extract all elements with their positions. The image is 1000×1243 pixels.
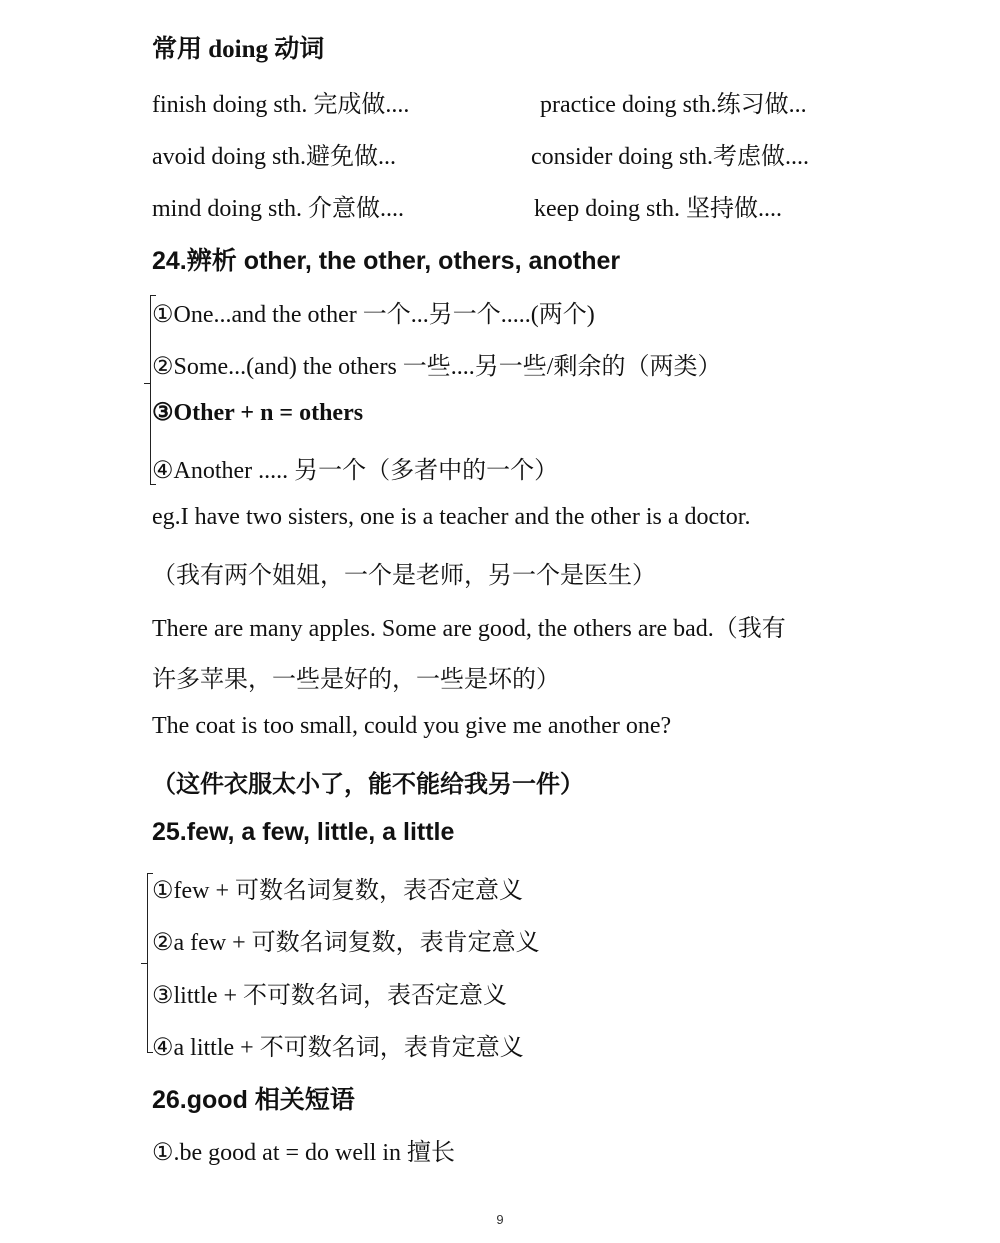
- section-24-item-2: ②Some...(and) the others 一些....另一些/剩余的（两类）: [152, 354, 722, 380]
- section-24-example-1-translation: （我有两个姐姐，一个是老师，另一个是医生）: [152, 563, 656, 589]
- doing-row-2-left: avoid doing sth.避免做...: [152, 144, 396, 170]
- section-24-example-3-translation: （这件衣服太小了，能不能给我另一件）: [152, 772, 584, 798]
- section-24-item-3: ③Other + n = others: [152, 400, 364, 426]
- page-number: 9: [496, 1212, 504, 1227]
- section-24-example-2: There are many apples. Some are good, the others are bad.（我有: [152, 616, 786, 642]
- section-24-example-2-translation: 许多苹果，一些是好的，一些是坏的）: [152, 667, 560, 693]
- section-24-title: 24.辨析 other, the other, others, another: [152, 247, 621, 275]
- section-25-item-3: ③little + 不可数名词，表否定意义: [152, 983, 508, 1009]
- doing-section-title: 常用 doing 动词: [152, 36, 325, 63]
- doing-row-1-left: finish doing sth. 完成做....: [152, 92, 410, 118]
- section-25-item-1: ①few + 可数名词复数，表否定意义: [152, 878, 524, 904]
- doing-row-3-left: mind doing sth. 介意做....: [152, 196, 405, 222]
- section-24-example-3: The coat is too small, could you give me another one?: [152, 713, 672, 739]
- section-26-title: 26.good 相关短语: [152, 1086, 355, 1114]
- section-24-example-1: eg.I have two sisters, one is a teacher and the other is a doctor.: [152, 504, 751, 530]
- section-26-item-1: ①.be good at = do well in 擅长: [152, 1140, 456, 1166]
- section-25-item-2: ②a few + 可数名词复数，表肯定意义: [152, 930, 540, 956]
- section-25-item-4: ④a little + 不可数名词，表肯定意义: [152, 1035, 524, 1061]
- section-24-item-4: ④Another ..... 另一个（多者中的一个）: [152, 458, 559, 484]
- doing-row-3-right: keep doing sth. 坚持做....: [534, 196, 782, 222]
- section-24-item-1: ①One...and the other 一个...另一个.....(两个): [152, 302, 595, 328]
- doing-row-1-right: practice doing sth.练习做...: [540, 92, 807, 118]
- section-25-title: 25.few, a few, little, a little: [152, 818, 455, 846]
- doing-row-2-right: consider doing sth.考虑做....: [531, 144, 809, 170]
